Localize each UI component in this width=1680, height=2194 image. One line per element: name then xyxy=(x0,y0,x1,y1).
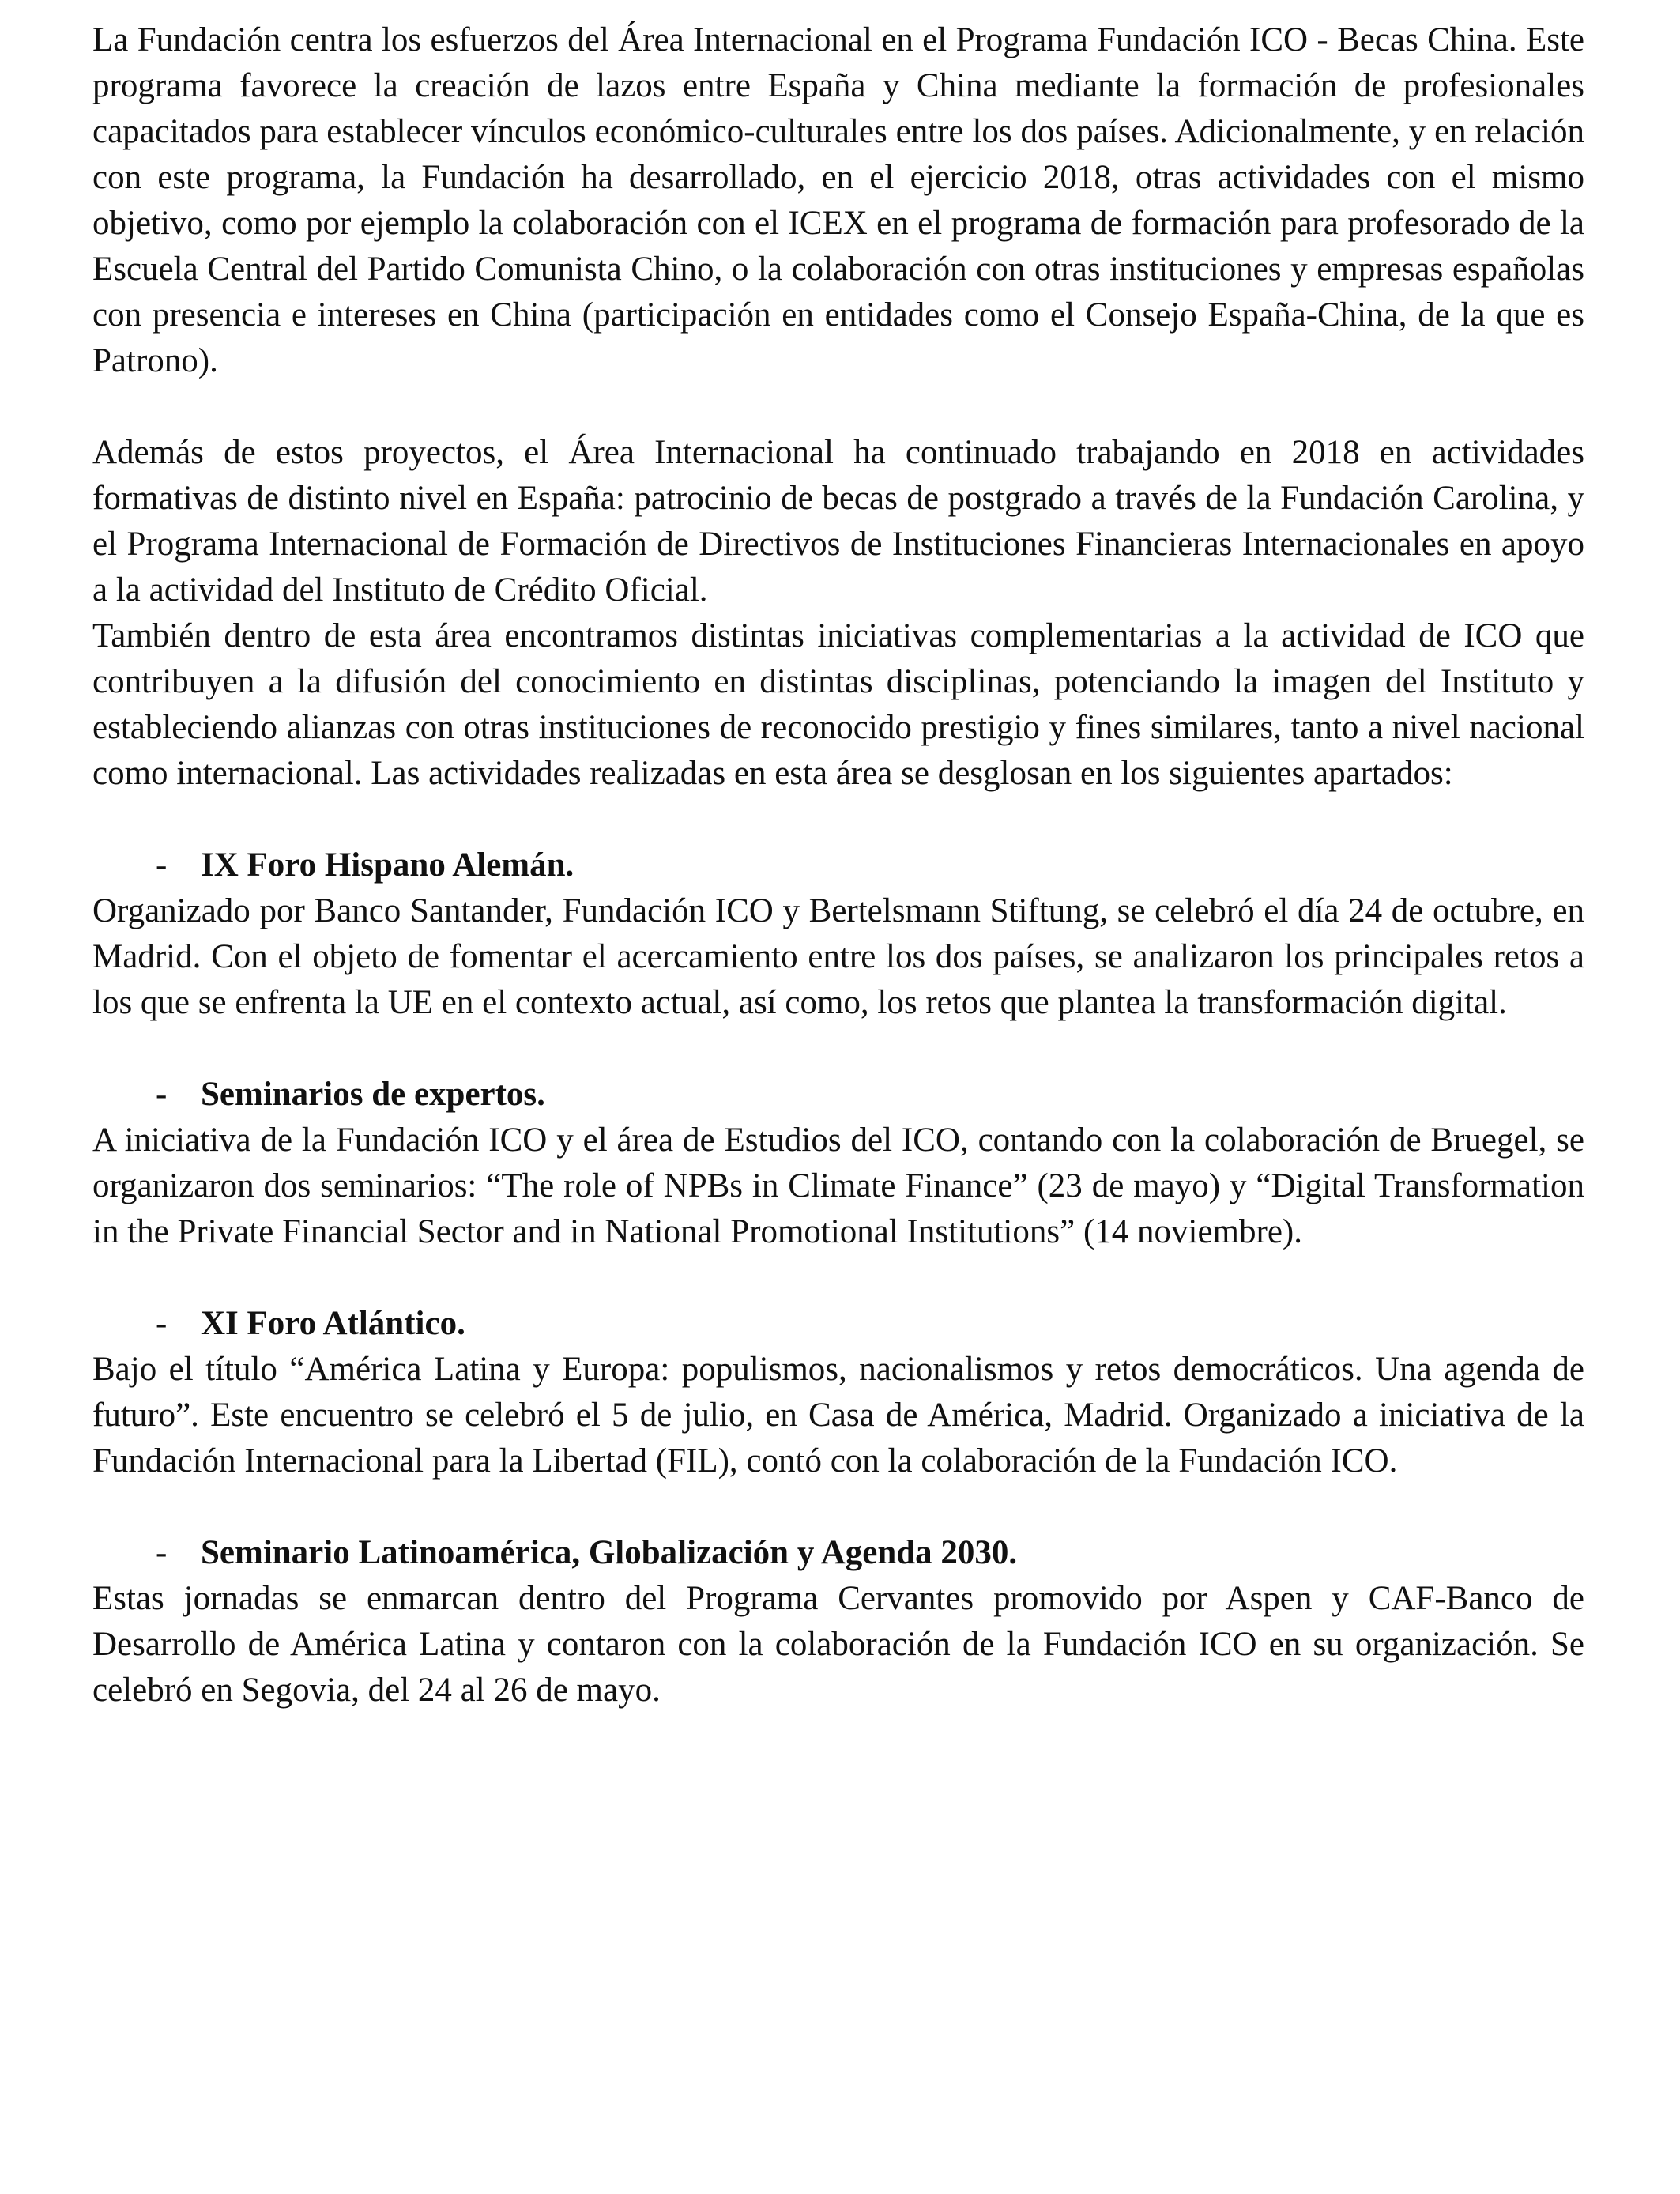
item-heading-seminario-latinoamerica xyxy=(92,1530,1584,1576)
item-heading-foro-hispano-aleman xyxy=(92,843,1584,888)
paragraph-becas-china: La Fundación centra los esfuerzos del Área Internacional en el Programa Fundación ICO - Becas China. Este programa favorece la creación de lazos entre España y China mediante la formación de profesionales capacitados para establecer vínculos económico-culturales entre los dos países. Adicionalmente, y en relación con este programa, la Fundación ha desarrollado, en el ejercicio 2018, otras actividades con el mismo objetivo, como por ejemplo la colaboración con el ICEX en el programa de formación para profesorado de la Escuela Central del Partido Comunista Chino, o la colaboración con otras instituciones y empresas españolas con presencia e intereses en China (participación en entidades como el Consejo España-China, de la que es Patrono). xyxy=(92,21,1584,379)
item-heading-seminarios-expertos xyxy=(92,1072,1584,1118)
item-body-foro-hispano-aleman: Organizado por Banco Santander, Fundación ICO y Bertelsmann Stiftung, se celebró el día 24 de octubre, en Madrid. Con el objeto de fomentar el acercamiento entre los dos países, se analizaron los principales retos a los que se enfrenta la UE en el contexto actual, así como, los retos que plantea la transformación digital. xyxy=(92,892,1584,1021)
item-heading-foro-atlantico xyxy=(92,1301,1584,1347)
bullet-dash: - xyxy=(156,846,168,884)
item-body-seminarios-expertos: A iniciativa de la Fundación ICO y el área de Estudios del ICO, contando con la colaboración de Bruegel, se organizaron dos seminarios: “The role of NPBs in Climate Finance” (23 de mayo) y “Digital Transformation in the Private Financial Sector and in National Promotional Institutions” (14 noviembre). xyxy=(92,1122,1584,1250)
bullet-dash: - xyxy=(156,1076,168,1113)
item-body-foro-atlantico: Bajo el título “América Latina y Europa: populismos, nacionalismos y retos democráticos. Una agenda de futuro”. Este encuentro se celebró el 5 de julio, en Casa de América, Madrid. Organizado a iniciativa de la Fundación Internacional para la Libertad (FIL), contó con la colaboración de la Fundación ICO. xyxy=(92,1351,1584,1480)
item-body-seminario-latinoamerica: Estas jornadas se enmarcan dentro del Programa Cervantes promovido por Aspen y CAF-Banco de Desarrollo de América Latina y contaron con la colaboración de la Fundación ICO en su organización. Se celebró en Segovia, del 24 al 26 de mayo. xyxy=(92,1580,1584,1709)
bullet-dash: - xyxy=(156,1534,168,1571)
document-body xyxy=(92,17,1584,1713)
paragraph-spacer xyxy=(92,1255,1584,1301)
item-title: XI Foro Atlántico. xyxy=(201,1305,465,1342)
paragraph-iniciativas-complementarias: También dentro de esta área encontramos distintas iniciativas complementarias a la actividad de ICO que contribuyen a la difusión del conocimiento en distintas disciplinas, potenciando la imagen del Instituto y estableciendo alianzas con otras instituciones de reconocido prestigio y fines similares, tanto a nivel nacional como internacional. Las actividades realizadas en esta área se desglosan en los siguientes apartados: xyxy=(92,617,1584,792)
paragraph-spacer xyxy=(92,1484,1584,1530)
paragraph-spacer xyxy=(92,1026,1584,1072)
item-title: Seminario Latinoamérica, Globalización y Agenda 2030. xyxy=(201,1534,1018,1571)
bullet-dash: - xyxy=(156,1305,168,1342)
paragraph-spacer xyxy=(92,384,1584,430)
paragraph-area-internacional: Además de estos proyectos, el Área Internacional ha continuado trabajando en 2018 en actividades formativas de distinto nivel en España: patrocinio de becas de postgrado a través de la Fundación Carolina, y el Programa Internacional de Formación de Directivos de Instituciones Financieras Internacionales en apoyo a la actividad del Instituto de Crédito Oficial. xyxy=(92,434,1584,609)
item-title: Seminarios de expertos. xyxy=(201,1076,545,1113)
item-title: IX Foro Hispano Alemán. xyxy=(201,846,574,884)
paragraph-spacer xyxy=(92,797,1584,843)
